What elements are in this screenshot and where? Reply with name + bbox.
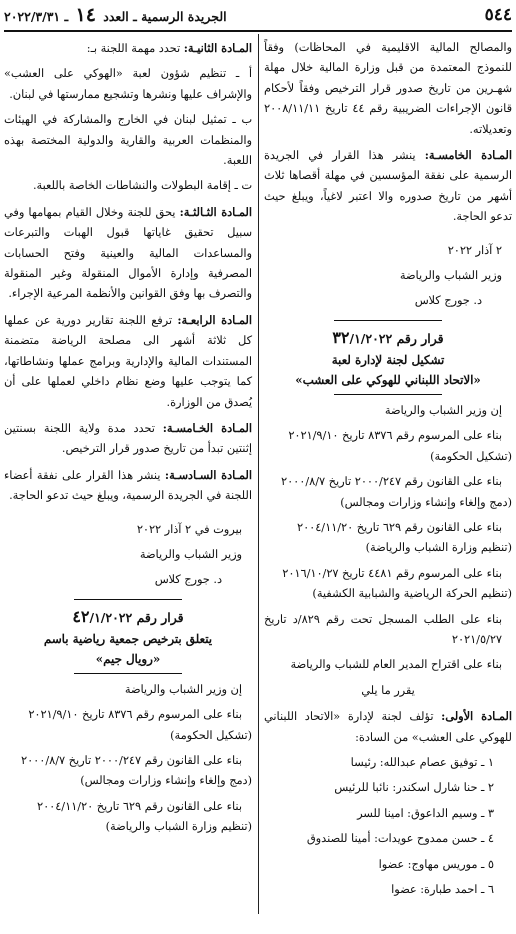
page-number: ٥٤٤ — [484, 5, 512, 25]
signature-title: وزير الشباب والرياضة — [139, 547, 242, 561]
decision-date: /١/٢٠٢٢ — [89, 609, 133, 625]
article-4-text: ترفع اللجنة تقارير دورية عن عملها كل ثلاثة أشهر الى مصلحة الرياضة متضمنة المستندات المالية والإدارية وبرامج عملها ونشاطاتها، كما يتوجب عليها وضع نظام داخلي لعملها على أن يُصدق من الوزارة. — [4, 313, 252, 409]
member-item: ٣ ـ وسيم الداعوق: امينا للسر — [357, 806, 494, 820]
minister-intro: إن وزير الشباب والرياضة — [124, 682, 242, 696]
signature-name: د. جورج كلاس — [154, 573, 222, 587]
basis-2-note: (دمج وإلغاء وإنشاء وزارات ومجالس) — [80, 774, 252, 788]
basis-6: بناء على اقتراح المدير العام للشباب والرياضة — [290, 658, 502, 672]
page-header — [4, 0, 512, 32]
decision-label: قرار رقم — [136, 609, 184, 625]
basis-1-note: (تشكيل الحكومة) — [430, 449, 512, 463]
article-5-paragraph — [4, 418, 252, 460]
item-c: ت ـ إقامة البطولات والنشاطات الخاصة باللعبة. — [32, 179, 252, 193]
decision-32-title — [264, 327, 512, 350]
article-6-paragraph — [4, 465, 252, 507]
decision-42-title — [4, 606, 252, 629]
item-a: أ ـ تنظيم شؤون لعبة «الهوكي على العشب» والإشراف عليها ونشرها وتشجيع ممارستها في لبنان. — [4, 67, 252, 101]
basis-5: بناء على الطلب المسجل تحت رقم ٨٢٩/د تاريخ ٢٠٢١/٥/٢٧ — [264, 612, 503, 646]
left-column — [4, 38, 252, 843]
article-4-paragraph — [4, 310, 252, 413]
member-item: ٥ ـ موريس مهاوج: عضوا — [378, 857, 494, 871]
section-rule — [334, 320, 442, 321]
article-2-paragraph — [4, 38, 252, 59]
basis-2-note: (دمج وإلغاء وإنشاء وزارات ومجالس) — [340, 495, 512, 509]
article-5-label: المـادة الخـامسـة: — [162, 420, 252, 435]
decision-number: ٣٢ — [332, 327, 350, 347]
basis-3-note: (تنظيم وزارة الشباب والرياضة) — [105, 820, 252, 834]
article-3-paragraph — [4, 202, 252, 305]
article-5-text: تحدد مدة ولاية اللجنة بسنتين إثنتين تبدأ من تاريخ صدور قرار الترخيص. — [4, 421, 252, 456]
issue-line — [4, 4, 227, 26]
basis-3: بناء على القانون رقم ٦٢٩ تاريخ ٢٠٠٤/١١/٢٠ — [37, 799, 242, 813]
basis-4: بناء على المرسوم رقم ٤٤٨١ تاريخ ٢٠١٦/١٠/٢٧ — [282, 566, 502, 580]
basis-1: بناء على المرسوم رقم ٨٣٧٦ تاريخ ٢٠٢١/٩/١٠ — [288, 429, 502, 443]
article-1-paragraph — [264, 706, 512, 748]
decision-number: ٤٢ — [72, 606, 90, 626]
column-divider — [258, 34, 259, 914]
member-item: ٦ ـ احمد طبارة: عضوا — [391, 883, 494, 896]
article-4-label: المـادة الرابعـة: — [177, 312, 252, 327]
article-2-text: تحدد مهمة اللجنة بـ: — [86, 42, 181, 55]
basis-3: بناء على القانون رقم ٦٢٩ تاريخ ٢٠٠٤/١١/٢٠ — [297, 520, 502, 534]
article-1-label: المـادة الأولى: — [441, 709, 512, 724]
decision-date: /١/٢٠٢٢ — [349, 330, 393, 346]
minister-intro: إن وزير الشباب والرياضة — [384, 403, 502, 417]
basis-2: بناء على القانون رقم ٢٠٠٠/٢٤٧ تاريخ ٢٠٠٠/٨/٧ — [21, 753, 242, 767]
article-6-label: المـادة السـادسـة: — [164, 467, 252, 482]
decision-32-subtitle-1: تشكيل لجنة لإدارة لعبة — [331, 352, 445, 367]
item-b: ب ـ تمثيل لبنان في الخارج والمشاركة في الهيئات والمنظمات العربية والقارية والدولية المختصة بهذه اللعبة. — [4, 113, 252, 168]
article-6-text: ينشر هذا القرار على نفقة أعضاء اللجنة في الجريدة الرسمية، ويبلغ حيث تدعو الحاجة. — [4, 468, 252, 503]
signature-place-date: بيروت في ٢ آذار ٢٠٢٢ — [136, 522, 242, 536]
basis-2: بناء على القانون رقم ٢٠٠٠/٢٤٧ تاريخ ٢٠٠٠/٨/٧ — [281, 475, 502, 489]
member-item: ١ ـ توفيق عصام عبدالله: رئيسا — [350, 755, 494, 769]
continued-paragraph: والمصالح المالية الاقليمية في المحاظات) وفقاً للنموذج المعتمدة من قبل وزارة المالية خلال مهلة شهـرين من تاريخ صدور قرار الترخيص وفقاً لأحكام قانون الإجراءات الضريبية رقم ٤٤ تاريخ ٢٠٠٨/١١/١١ وتعديلاته. — [264, 41, 512, 136]
issue-number: ١٤ — [75, 4, 96, 26]
signature-title: وزير الشباب والرياضة — [399, 269, 502, 283]
article-5-paragraph — [264, 145, 512, 228]
section-rule — [74, 599, 182, 600]
signature-date: ٢ آذار ٢٠٢٢ — [447, 243, 502, 257]
decision-label: قرار رقم — [396, 330, 444, 346]
article-3-text: يحق للجنة وخلال القيام بمهامها وفي سبيل تحقيق غاياتها قبول الهبات والتبرعات والمساعدات المالية والعينية وفتح الحسابات المصرفية وإدارة الأموال المنقولة وغير المنقولة والتصرف بها وفق القوانين والأنظمة المرعية الإجراء. — [4, 205, 252, 301]
decision-32-subtitle-2: «الاتحاد اللبناني للهوكي على العشب» — [295, 372, 481, 387]
basis-3-note: (تنظيم وزارة الشباب والرياضة) — [365, 541, 512, 555]
right-column — [264, 38, 512, 905]
article-3-label: المـادة الثـالثـة: — [179, 204, 253, 219]
article-5-text: ينشر هذا القرار في الجريدة الرسمية على نفقة المؤسسين في مهلة أقصاها ثلاث أشهر من تاريخ صدوره والا اعتبر لاغياً، ويبلغ حيث تدعو الحاجة. — [264, 149, 512, 224]
article-1-text: تؤلف لجنة لإدارة «الاتحاد اللبناني للهوكي على العشب» من السادة: — [264, 710, 512, 744]
issue-label: الجريدة الرسمية ـ العدد — [103, 9, 227, 24]
section-rule — [74, 673, 182, 674]
member-item: ٢ ـ حنا شارل اسكندر: نائبا للرئيس — [334, 781, 494, 795]
decision-42-subtitle-2: «رويال جيم» — [95, 651, 161, 666]
article-2-label: المـادة الثانيـة: — [183, 41, 252, 55]
issue-date: ـ ٢٠٢٢/٣/٣١ — [4, 9, 69, 24]
section-rule — [334, 394, 442, 395]
article-5-label: المـادة الخامسـة: — [424, 148, 512, 163]
member-item: ٤ ـ حسن ممدوح عويدات: أمينا للصندوق — [306, 832, 494, 846]
signature-name: د. جورج كلاس — [414, 294, 482, 308]
decides-line: يقرر ما يلي — [361, 683, 415, 697]
basis-1-note: (تشكيل الحكومة) — [170, 728, 252, 742]
decision-42-subtitle-1: يتعلق بترخيص جمعية رياضية باسم — [43, 631, 213, 646]
basis-1: بناء على المرسوم رقم ٨٣٧٦ تاريخ ٢٠٢١/٩/١٠ — [28, 708, 242, 722]
basis-4-note: (تنظيم الحركة الرياضية والشبابية الكشفية) — [312, 587, 512, 601]
